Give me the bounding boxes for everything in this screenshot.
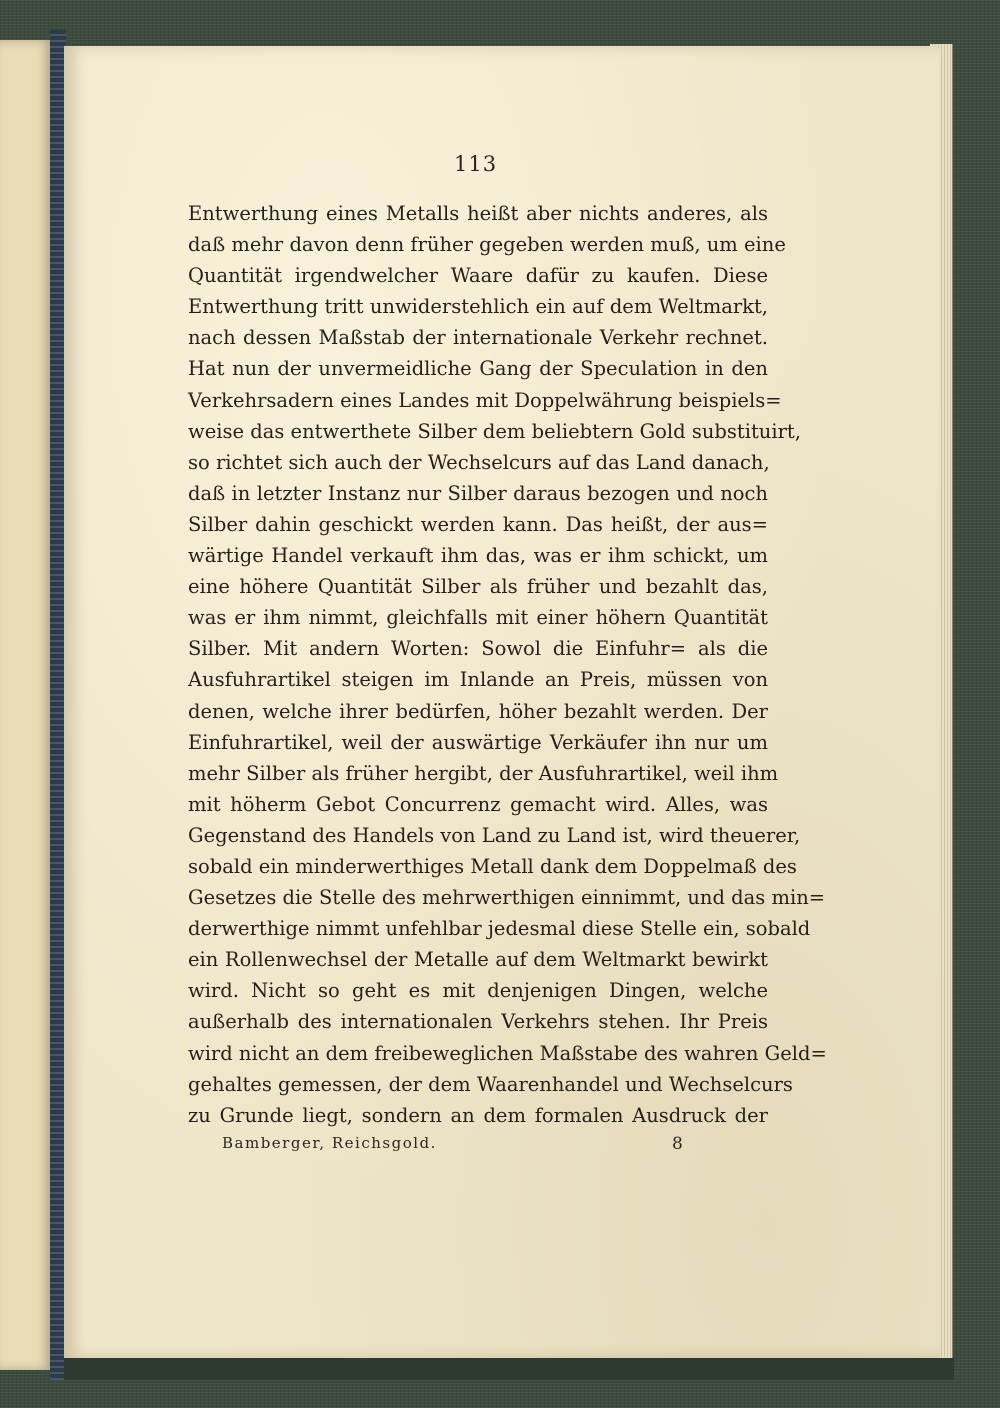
text-line: daß in letzter Instanz nur Silber daraus bezogen und noch <box>188 481 768 505</box>
footer-author-title: Bamberger, Reichsgold. <box>222 1134 437 1152</box>
text-line: mehr Silber als früher hergibt, der Ausfuhrartikel, weil ihm <box>188 761 779 785</box>
text-line: Entwerthung tritt unwiderstehlich ein auf dem Weltmarkt, <box>188 295 768 319</box>
text-line: wird. Nicht so geht es mit denjenigen Dingen, welche <box>188 979 768 1003</box>
text-line: nach dessen Maßstab der internationale Verkehr rechnet. <box>188 326 768 350</box>
text-line: daß mehr davon denn früher gegeben werden muß, um eine <box>188 233 786 257</box>
text-line: Einfuhrartikel, weil der auswärtige Verkäufer ihn nur um <box>188 730 768 754</box>
cover-bottom-edge <box>64 1358 954 1380</box>
body-text <box>188 198 827 1131</box>
page-number: 113 <box>454 152 498 176</box>
text-line: Silber dahin geschickt werden kann. Das heißt, der aus= <box>188 512 768 536</box>
text-line: sobald ein minderwerthiges Metall dank dem Doppelmaß des <box>188 854 797 878</box>
text-line: denen, welche ihrer bedürfen, höher bezahlt werden. Der <box>188 699 768 723</box>
text-line: Ausfuhrartikel steigen im Inlande an Preis, müssen von <box>188 668 768 692</box>
text-line: Quantität irgendwelcher Waare dafür zu kaufen. Diese <box>188 264 768 288</box>
text-line: gehaltes gemessen, der dem Waarenhandel und Wechselcurs <box>188 1072 793 1096</box>
facing-page-edge <box>0 40 54 1370</box>
text-line: weise das entwerthete Silber dem beliebtern Gold substituirt, <box>188 419 801 443</box>
text-line: Silber. Mit andern Worten: Sowol die Einfuhr= als die <box>188 637 768 661</box>
text-line: eine höhere Quantität Silber als früher und bezahlt das, <box>188 575 768 599</box>
printer-signature-mark: 8 <box>672 1134 683 1154</box>
text-line: derwerthige nimmt unfehlbar jedesmal diese Stelle ein, sobald <box>188 917 811 941</box>
text-line: außerhalb des internationalen Verkehrs stehen. Ihr Preis <box>188 1010 768 1034</box>
text-line: ein Rollenwechsel der Metalle auf dem Weltmarkt bewirkt <box>188 948 768 972</box>
text-line: Verkehrsadern eines Landes mit Doppelwährung beispiels= <box>188 388 782 412</box>
text-line: wird nicht an dem freibeweglichen Maßstabe des wahren Geld= <box>188 1041 827 1065</box>
text-line: mit höherm Gebot Concurrenz gemacht wird. Alles, was <box>188 792 768 816</box>
text-line: Gesetzes die Stelle des mehrwerthigen einnimmt, und das min= <box>188 886 826 910</box>
text-line: zu Grunde liegt, sondern an dem formalen Ausdruck der <box>188 1103 768 1127</box>
text-line: wärtige Handel verkauft ihm das, was er ihm schickt, um <box>188 544 768 568</box>
text-line: Entwerthung eines Metalls heißt aber nichts anderes, als <box>188 202 768 225</box>
text-line: so richtet sich auch der Wechselcurs auf das Land danach, <box>188 450 770 474</box>
text-line: Hat nun der unvermeidliche Gang der Speculation in den <box>188 357 768 381</box>
text-line: Gegenstand des Handels von Land zu Land ist, wird theuerer, <box>188 823 801 847</box>
text-line: was er ihm nimmt, gleichfalls mit einer höhern Quantität <box>188 606 768 630</box>
